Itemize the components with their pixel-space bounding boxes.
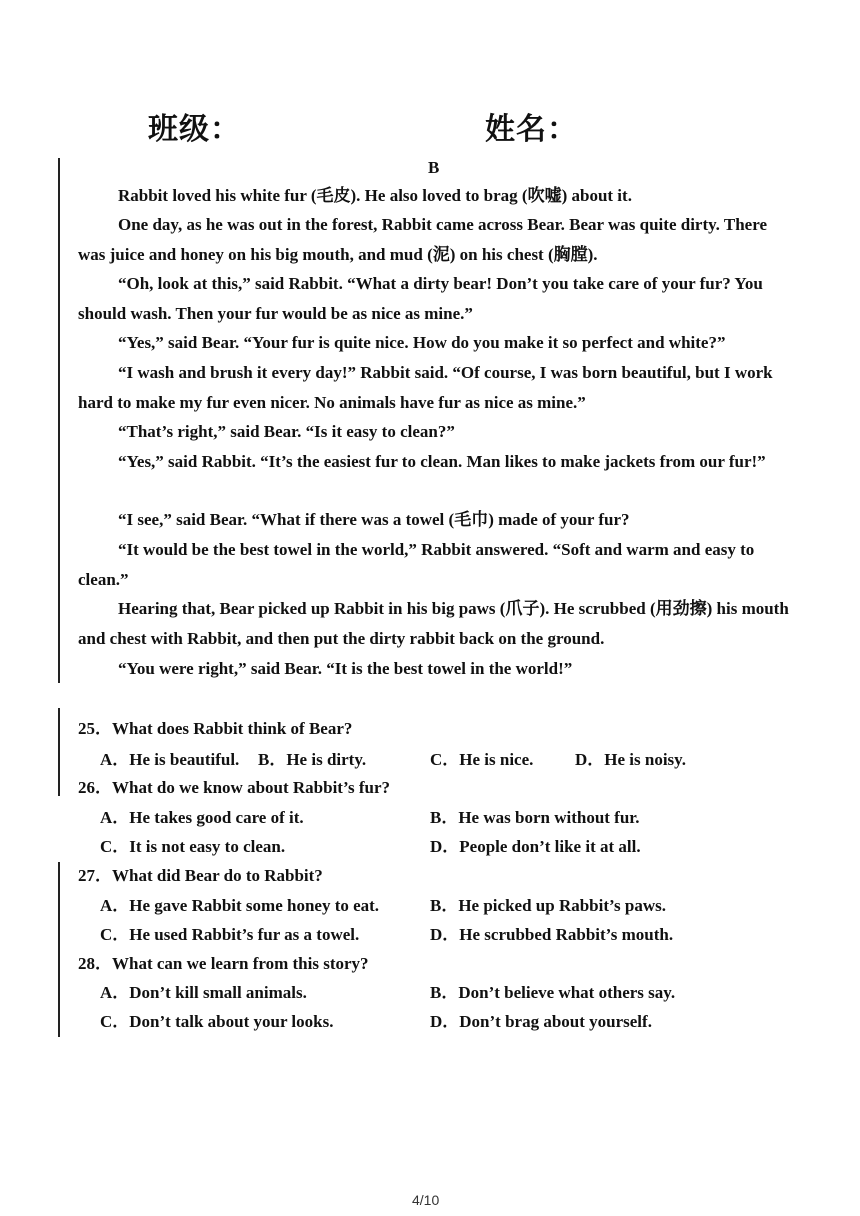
margin-bar [58,158,60,683]
paragraph-text: “Oh, look at this,” said Rabbit. “What a dirty bear! Don’t you take care of your fur? You should wash. Then your fur would be as nice as mine.” [78,274,763,323]
question-26 [78,773,390,798]
option-27-b[interactable]: B．He picked up Rabbit’s paws. [430,896,667,915]
option-26-d[interactable]: D．People don’t like it at all. [430,837,641,856]
paragraph [78,358,790,417]
question-number: 28． [78,954,112,973]
paragraph-text: One day, as he was out in the forest, Rabbit came across Bear. Bear was quite dirty. There was juice and honey on his big mouth, and mud (泥) on his chest (胸膛). [78,215,767,264]
option-27-a[interactable]: A．He gave Rabbit some honey to eat. [100,896,380,915]
paragraph [78,210,790,269]
option-26-c[interactable]: C．It is not easy to clean. [100,837,286,856]
option-25-c[interactable]: C．He is nice. [430,750,534,769]
question-28 [78,949,369,974]
paragraph [78,535,790,594]
margin-bar [58,708,60,796]
question-text: What does Rabbit think of Bear? [112,719,353,738]
option-27-d[interactable]: D．He scrubbed Rabbit’s mouth. [430,925,674,944]
page-number: 4/10 [412,1192,440,1208]
paragraph [78,594,790,653]
section-letter: B [428,158,440,177]
option-25-d[interactable]: D．He is noisy. [575,750,686,769]
option-28-d[interactable]: D．Don’t brag about yourself. [430,1012,652,1031]
paragraph [78,447,790,477]
paragraph [78,417,790,447]
name-label: 姓名： [485,112,578,147]
paragraph-text: “You were right,” said Bear. “It is the best towel in the world!” [118,659,573,678]
question-text: What can we learn from this story? [112,954,369,973]
paragraph-text: “I see,” said Bear. “What if there was a towel (毛巾) made of your fur? [118,510,630,529]
paragraph [78,328,790,358]
paragraph-text: “Yes,” said Bear. “Your fur is quite nice. How do you make it so perfect and white?” [118,333,726,352]
paragraph-text: “That’s right,” said Bear. “Is it easy to clean?” [118,422,455,441]
class-label: 班级： [148,112,241,147]
paragraph-text: “Yes,” said Rabbit. “It’s the easiest fur to clean. Man likes to make jackets from our fur!” [118,452,766,471]
option-26-a[interactable]: A．He takes good care of it. [100,808,304,827]
option-26-b[interactable]: B．He was born without fur. [430,808,640,827]
question-text: What did Bear do to Rabbit? [112,866,323,885]
question-text: What do we know about Rabbit’s fur? [112,778,391,797]
paragraph-text: “It would be the best towel in the world,” Rabbit answered. “Soft and warm and easy to clean.” [78,540,755,589]
option-28-b[interactable]: B．Don’t believe what others say. [430,983,676,1002]
paragraph [78,654,790,684]
paragraph [78,181,790,211]
option-27-c[interactable]: C．He used Rabbit’s fur as a towel. [100,925,360,944]
question-number: 27． [78,866,112,885]
option-25-b[interactable]: B．He is dirty. [258,750,367,769]
option-28-a[interactable]: A．Don’t kill small animals. [100,983,307,1002]
question-25 [78,714,352,739]
paragraph [78,505,790,535]
option-25-a[interactable]: A．He is beautiful. [100,750,240,769]
paragraph-text: “I wash and brush it every day!” Rabbit said. “Of course, I was born beautiful, but I work hard to make my fur even nicer. No animals have fur as nice as mine.” [78,363,773,412]
question-27 [78,861,323,886]
option-28-c[interactable]: C．Don’t talk about your looks. [100,1012,334,1031]
question-number: 25． [78,719,112,738]
paragraph-text: Hearing that, Bear picked up Rabbit in his big paws (爪子). He scrubbed (用劲擦) his mouth and chest with Rabbit, and then put the dirty rabbit back on the ground. [78,599,789,648]
paragraph-text: Rabbit loved his white fur (毛皮). He also loved to brag (吹嘘) about it. [118,186,632,205]
paragraph [78,269,790,328]
question-number: 26． [78,778,112,797]
margin-bar [58,862,60,1037]
